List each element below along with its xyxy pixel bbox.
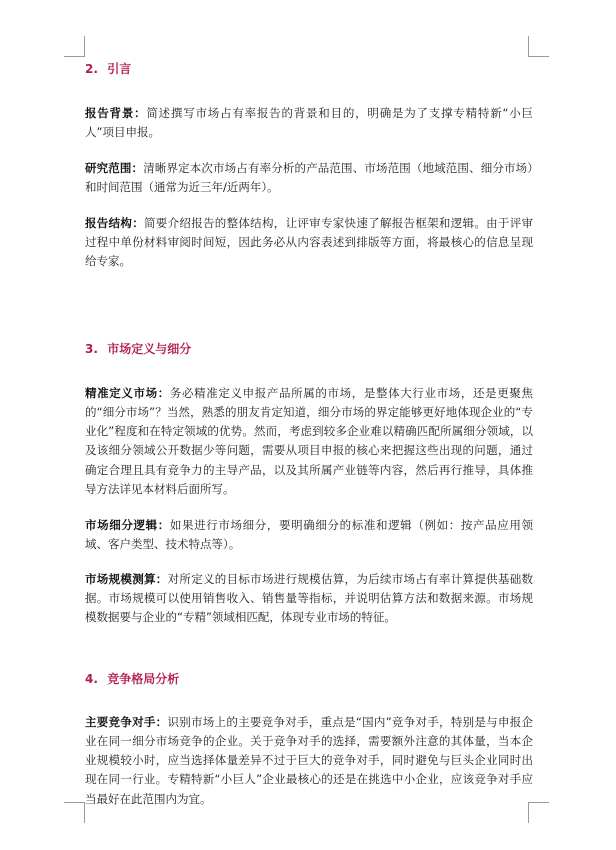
paragraph-label: 研究范围： (85, 160, 144, 175)
crop-mark-bottom-left (64, 802, 85, 823)
paragraph-research-scope (85, 159, 533, 198)
paragraph-label: 市场规模测算： (85, 571, 168, 586)
paragraph-report-background (85, 104, 533, 143)
section-heading-introduction (85, 60, 131, 77)
paragraph-label: 主要竞争对手： (85, 714, 168, 729)
paragraph-precise-market-definition (85, 384, 533, 500)
paragraph-main-competitors (85, 713, 533, 809)
section-number: 3. (85, 342, 98, 356)
paragraph-label: 精准定义市场： (85, 385, 170, 400)
section-number: 2. (85, 62, 98, 76)
section-title: 引言 (107, 62, 132, 76)
paragraph-text: 识别市场上的主要竞争对手，重点是“国内”竞争对手，特别是与申报企业在同一细分市场竞争的企业。关于竞争对手的选择，需要额外注意的其体量，当本企业规模较小时，应当选择体量差异不过于巨大的竞争对手，同时避免与巨头企业同时出现在同一行业。专精特新“小巨人”企业最核心的还是在挑选中小企业，应该竞争对手应当最好在此范围内为宜。 (85, 714, 533, 806)
paragraph-segmentation-logic (85, 516, 533, 555)
paragraph-text: 简要介绍报告的整体结构，让评审专家快速了解报告框架和逻辑。由于评审过程中单份材料审阅时间短，因此务必从内容表述到排版等方面，将最核心的信息呈现给专家。 (85, 215, 534, 269)
paragraph-text: 务必精准定义申报产品所属的市场，是整体大行业市场，还是更聚焦的“细分市场”？当然，熟悉的朋友肯定知道，细分市场的界定能够更好地体现企业的“专业化”程度和在特定领域的优势。然而，考虑到较多企业难以精确匹配所属细分领域，以及该细分领域公开数据少等问题，需要从项目申报的核心来把握这些出现的问题，通过确定合理且具有竞争力的主导产品，以及其所属产业链等内容，然后再行推导，具体推导方法详见本材料后面所写。 (85, 385, 533, 496)
crop-mark-top-left (64, 36, 85, 57)
section-title: 竞争格局分析 (107, 672, 180, 686)
paragraph-text: 清晰界定本次市场占有率分析的产品范围、市场范围（地域范围、细分市场）和时间范围（通常为近三年/近两年）。 (85, 160, 534, 194)
paragraph-text: 对所定义的目标市场进行规模估算，为后续市场占有率计算提供基础数据。市场规模可以使用销售收入、销售量等指标，并说明估算方法和数据来源。市场规模数据要与企业的“专精”领域相匹配，体现专业市场的特征。 (85, 571, 534, 625)
paragraph-label: 报告背景： (85, 105, 147, 120)
section-title: 市场定义与细分 (107, 342, 192, 356)
section-heading-competition (85, 670, 179, 687)
paragraph-text: 如果进行市场细分，要明确细分的标准和逻辑（例如：按产品应用领域、客户类型、技术特点等）。 (85, 517, 533, 551)
section-number: 4. (85, 672, 98, 686)
paragraph-label: 报告结构： (85, 215, 144, 230)
crop-mark-top-right (528, 36, 549, 57)
paragraph-market-size (85, 570, 533, 628)
paragraph-label: 市场细分逻辑： (85, 517, 170, 532)
paragraph-report-structure (85, 214, 533, 272)
section-heading-market-definition (85, 340, 191, 357)
paragraph-text: 简述撰写市场占有率报告的背景和目的，明确是为了支撑专精特新“小巨人”项目申报。 (85, 105, 533, 139)
